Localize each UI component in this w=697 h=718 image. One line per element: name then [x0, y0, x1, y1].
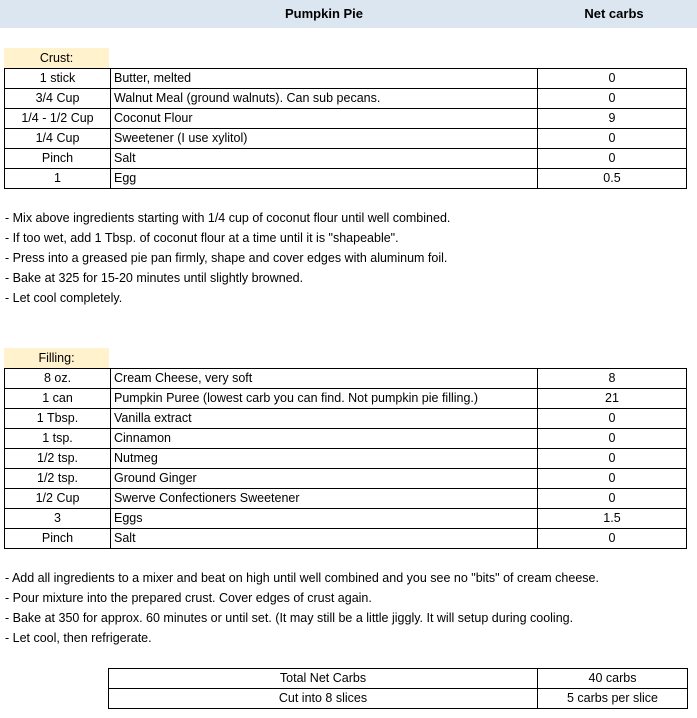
ingredient-carbs: 0	[538, 89, 687, 109]
ingredient-carbs: 1.5	[538, 509, 687, 529]
instruction-line: - If too wet, add 1 Tbsp. of coconut flour at a time until it is "shapeable".	[5, 231, 399, 245]
table-row	[5, 89, 687, 109]
ingredient-qty: Pinch	[5, 529, 111, 549]
ingredient-qty: 1/4 - 1/2 Cup	[5, 109, 111, 129]
table-row	[5, 169, 687, 189]
crust-instructions	[5, 208, 450, 308]
ingredient-qty: 3	[5, 509, 111, 529]
ingredient-name: Ground Ginger	[111, 469, 538, 489]
crust-section-label: Crust:	[4, 48, 109, 68]
total-label: Cut into 8 slices	[109, 689, 538, 709]
ingredient-qty: 1 tsp.	[5, 429, 111, 449]
ingredient-qty: 1 Tbsp.	[5, 409, 111, 429]
ingredient-name: Egg	[111, 169, 538, 189]
table-row	[5, 129, 687, 149]
ingredient-carbs: 0	[538, 529, 687, 549]
net-carbs-header: Net carbs	[584, 6, 644, 21]
table-row	[5, 529, 687, 549]
table-row	[5, 429, 687, 449]
total-label: Total Net Carbs	[109, 669, 538, 689]
table-row	[5, 69, 687, 89]
ingredient-qty: 3/4 Cup	[5, 89, 111, 109]
header-bar	[0, 0, 697, 28]
ingredient-carbs: 0.5	[538, 169, 687, 189]
table-row	[5, 449, 687, 469]
ingredient-name: Cream Cheese, very soft	[111, 369, 538, 389]
ingredient-carbs: 8	[538, 369, 687, 389]
instruction-line: - Let cool completely.	[5, 291, 123, 305]
ingredient-qty: 1 can	[5, 389, 111, 409]
ingredient-qty: Pinch	[5, 149, 111, 169]
ingredient-carbs: 0	[538, 489, 687, 509]
instruction-line: - Let cool, then refrigerate.	[5, 631, 152, 645]
ingredient-name: Walnut Meal (ground walnuts). Can sub pecans.	[111, 89, 538, 109]
ingredient-qty: 1 stick	[5, 69, 111, 89]
ingredient-carbs: 0	[538, 69, 687, 89]
ingredient-carbs: 0	[538, 429, 687, 449]
ingredient-name: Salt	[111, 529, 538, 549]
ingredient-carbs: 0	[538, 149, 687, 169]
ingredient-name: Swerve Confectioners Sweetener	[111, 489, 538, 509]
table-row	[5, 149, 687, 169]
ingredient-name: Coconut Flour	[111, 109, 538, 129]
ingredient-carbs: 0	[538, 129, 687, 149]
filling-ingredients-table	[4, 368, 687, 549]
ingredient-qty: 1/4 Cup	[5, 129, 111, 149]
ingredient-carbs: 0	[538, 409, 687, 429]
table-row	[5, 489, 687, 509]
ingredient-name: Salt	[111, 149, 538, 169]
ingredient-name: Cinnamon	[111, 429, 538, 449]
ingredient-carbs: 0	[538, 449, 687, 469]
ingredient-name: Nutmeg	[111, 449, 538, 469]
instruction-line: - Bake at 325 for 15-20 minutes until slightly browned.	[5, 271, 304, 285]
ingredient-carbs: 9	[538, 109, 687, 129]
ingredient-qty: 8 oz.	[5, 369, 111, 389]
crust-ingredients-table	[4, 68, 687, 189]
ingredient-qty: 1/2 tsp.	[5, 449, 111, 469]
ingredient-qty: 1/2 Cup	[5, 489, 111, 509]
page-title: Pumpkin Pie	[284, 6, 364, 21]
ingredient-name: Eggs	[111, 509, 538, 529]
total-value: 5 carbs per slice	[538, 689, 688, 709]
instruction-line: - Add all ingredients to a mixer and beat on high until well combined and you see no "bits" of cream cheese.	[5, 571, 599, 585]
ingredient-name: Butter, melted	[111, 69, 538, 89]
ingredient-carbs: 0	[538, 469, 687, 489]
instruction-line: - Pour mixture into the prepared crust. Cover edges of crust again.	[5, 591, 372, 605]
instruction-line: - Bake at 350 for approx. 60 minutes or until set. (It may still be a little jiggly. It will setup during cooling.	[5, 611, 574, 625]
totals-table	[108, 668, 688, 709]
instruction-line: - Press into a greased pie pan firmly, shape and cover edges with aluminum foil.	[5, 251, 448, 265]
table-row	[5, 409, 687, 429]
ingredient-qty: 1/2 tsp.	[5, 469, 111, 489]
table-row	[5, 389, 687, 409]
ingredient-name: Sweetener (I use xylitol)	[111, 129, 538, 149]
total-value: 40 carbs	[538, 669, 688, 689]
table-row	[5, 469, 687, 489]
table-row	[5, 369, 687, 389]
table-row	[5, 509, 687, 529]
ingredient-name: Pumpkin Puree (lowest carb you can find. Not pumpkin pie filling.)	[111, 389, 538, 409]
table-row	[5, 109, 687, 129]
filling-instructions	[5, 568, 599, 648]
ingredient-name: Vanilla extract	[111, 409, 538, 429]
instruction-line: - Mix above ingredients starting with 1/4 cup of coconut flour until well combined.	[5, 211, 451, 225]
ingredient-qty: 1	[5, 169, 111, 189]
filling-section-label: Filling:	[4, 348, 109, 368]
ingredient-carbs: 21	[538, 389, 687, 409]
table-row	[109, 669, 688, 689]
table-row	[109, 689, 688, 709]
